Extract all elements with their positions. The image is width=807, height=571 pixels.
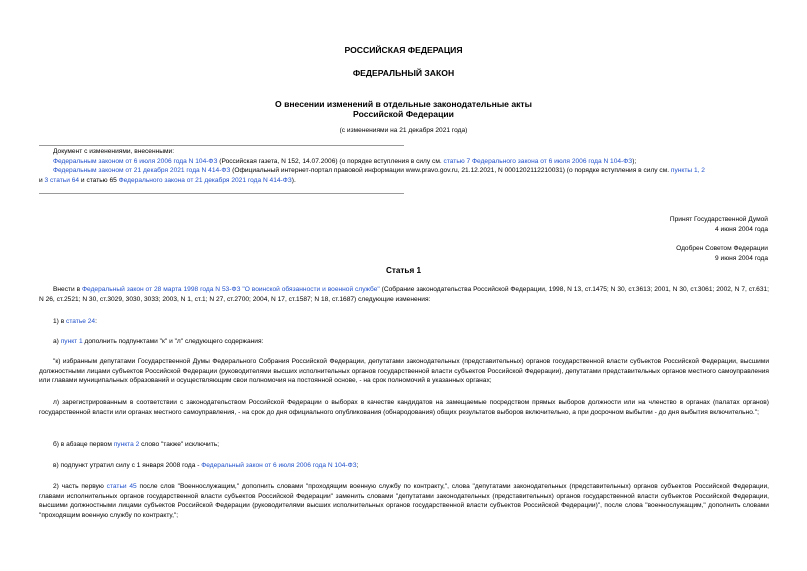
p7-text-a: в) подпункт утратил силу с 1 января 2008 года - (53, 462, 202, 469)
p1-text-b: (Собрание законодательства Российской Федерации, 1998, N 13, ст.1475; N 30, ст.3613; 2001, N 30, ст.3061; 2002, N 7, ст.631; N 26, ст.2521; N 30, ст.3029, 3030, 3033; 2003, N 1, ст.1; N 27, ст.2700; 2004, N 17, ст.1587; N 18, ст.1687) следующие изменения: (39, 286, 769, 303)
duma-adoption (670, 215, 768, 234)
change-1-text: (Российская газета, N 152, 14.07.2006) (о порядке вступления в силу см. (217, 157, 444, 165)
change-2-points-link[interactable]: пункты 1, 2 (670, 167, 705, 175)
p3-point-link[interactable]: пункт 1 (60, 338, 83, 345)
document-law-type: ФЕДЕРАЛЬНЫЙ ЗАКОН (352, 68, 455, 78)
changes-intro: Документ с изменениями, внесенными: (53, 148, 175, 155)
p8-article-link[interactable]: статьи 45 (106, 483, 137, 490)
p2-text-a: 1) в (53, 318, 67, 325)
p5-text: л) зарегистрированным в соответствии с законодательством Российской Федерации о выборах в качестве кандидатов на замещаемые посредством прямых выборов должности или на членство в органах (палатах органов) государственной власти или органах местного самоуправления, - на срок до дня официального опубликования (обнародования) общих результатов выборов включительно, а при досрочном выбытии - до дня выбытия включительно."; (39, 399, 769, 416)
document-edition: (с изменениями на 21 декабря 2021 года) (339, 127, 468, 134)
changes-block (39, 147, 774, 185)
duma-adoption-label: Принят Государственной Думой (669, 216, 768, 223)
article-paragraph-1 (39, 285, 769, 304)
p6-text-a: б) в абзаце первом (53, 441, 114, 448)
change-2-law-link[interactable]: Федеральным законом от 21 декабря 2021 года N 414-ФЗ (53, 167, 231, 175)
change-1-law-link[interactable]: Федеральным законом от 6 июля 2006 года N 104-ФЗ (53, 157, 218, 165)
top-divider (39, 145, 404, 146)
p3-text-a: а) (53, 338, 61, 345)
p4-text: "к) избранным депутатами Государственной Думы Федерального Собрания Российской Федерации, депутатами законодательных (представительных) органов государственной власти субъектов Российской Федерации, высшими должностными лицами субъектов Российской Федерации (руководителями высших исполнительных органов государственной власти субъектов Российской Федерации), депутатами представительных органов местного самоуправления или главами муниципальных образований и осуществляющим свои полномочия на постоянной основе, - на срок полномочий в указанных органах; (39, 358, 769, 385)
change-2-text: (Официальный интернет-портал правовой информации www.pravo.gov.ru, 21.12.2021, N 0001202112210031) (о порядке вступления в силу см. (230, 167, 671, 175)
council-approval (676, 244, 768, 263)
change-1-end: ); (632, 157, 637, 165)
duma-adoption-date: 4 июня 2004 года (715, 225, 768, 233)
change-item-1 (39, 157, 774, 167)
article-paragraph-3 (39, 337, 769, 347)
document-country: РОССИЙСКАЯ ФЕДЕРАЦИЯ (344, 45, 463, 55)
article-title: Статья 1 (385, 266, 422, 275)
article-paragraph-8 (39, 482, 769, 520)
change-2-mid: и статью 65 (79, 176, 119, 184)
change-2-and: и (39, 176, 45, 184)
p2-article-link[interactable]: статье 24 (66, 318, 96, 325)
p1-law-link[interactable]: Федеральный закон от 28 марта 1998 года N 53-ФЗ "О воинской обязанности и военной службе" (82, 286, 380, 293)
change-2-end: ). (291, 176, 296, 184)
p8-text-a: 2) часть первую (53, 483, 107, 490)
p8-text-b: после слов "Военнослужащим," дополнить словами "проходящим военную службу по контракту,", слова "депутатами законодательных (представительных) органов субъектов Российской Федерации, главами исполнительных органов государственной власти субъектов Российской Федерации" заменить словами "депутатами законодательных (представительных) органов государственной власти субъектов Российской Федерации, высшими должностными лицами субъектов Российской Федерации (руководителями высших исполнительных органов государственной власти субъектов Российской Федерации)", после слова "военнослужащим," дополнить словами "проходящим военную службу по контракту,"; (39, 483, 769, 519)
p3-text-b: дополнить подпунктами "к" и "л" следующего содержания: (82, 338, 264, 345)
council-approval-date: 9 июня 2004 года (715, 254, 768, 262)
p1-text-a: Внести в (53, 286, 83, 293)
change-2-law-link-2[interactable]: Федерального закона от 21 декабря 2021 года N 414-ФЗ (118, 176, 292, 184)
article-paragraph-6 (39, 440, 769, 450)
document-title-line-1: О внесении изменений в отдельные законодательные акты (275, 99, 532, 109)
p6-point-link[interactable]: пункта 2 (113, 441, 140, 448)
change-item-2 (39, 166, 774, 185)
change-2-article-link[interactable]: 3 статьи 64 (44, 176, 80, 184)
p2-text-b: : (95, 318, 97, 325)
p7-text-b: ; (356, 462, 359, 469)
article-paragraph-2 (39, 317, 769, 327)
document-title-line-2: Российской Федерации (353, 109, 454, 119)
p6-text-b: слово "также" исключить; (139, 441, 220, 448)
council-approval-label: Одобрен Советом Федерации (676, 245, 768, 252)
article-paragraph-5 (39, 398, 769, 417)
bottom-divider (39, 193, 404, 194)
p7-law-link[interactable]: Федеральный закон от 6 июля 2006 года N 104-ФЗ (201, 462, 357, 469)
article-paragraph-7 (39, 461, 769, 471)
change-1-article-link[interactable]: статью 7 Федерального закона от 6 июля 2006 года N 104-ФЗ (443, 157, 633, 165)
article-paragraph-4 (39, 357, 769, 386)
